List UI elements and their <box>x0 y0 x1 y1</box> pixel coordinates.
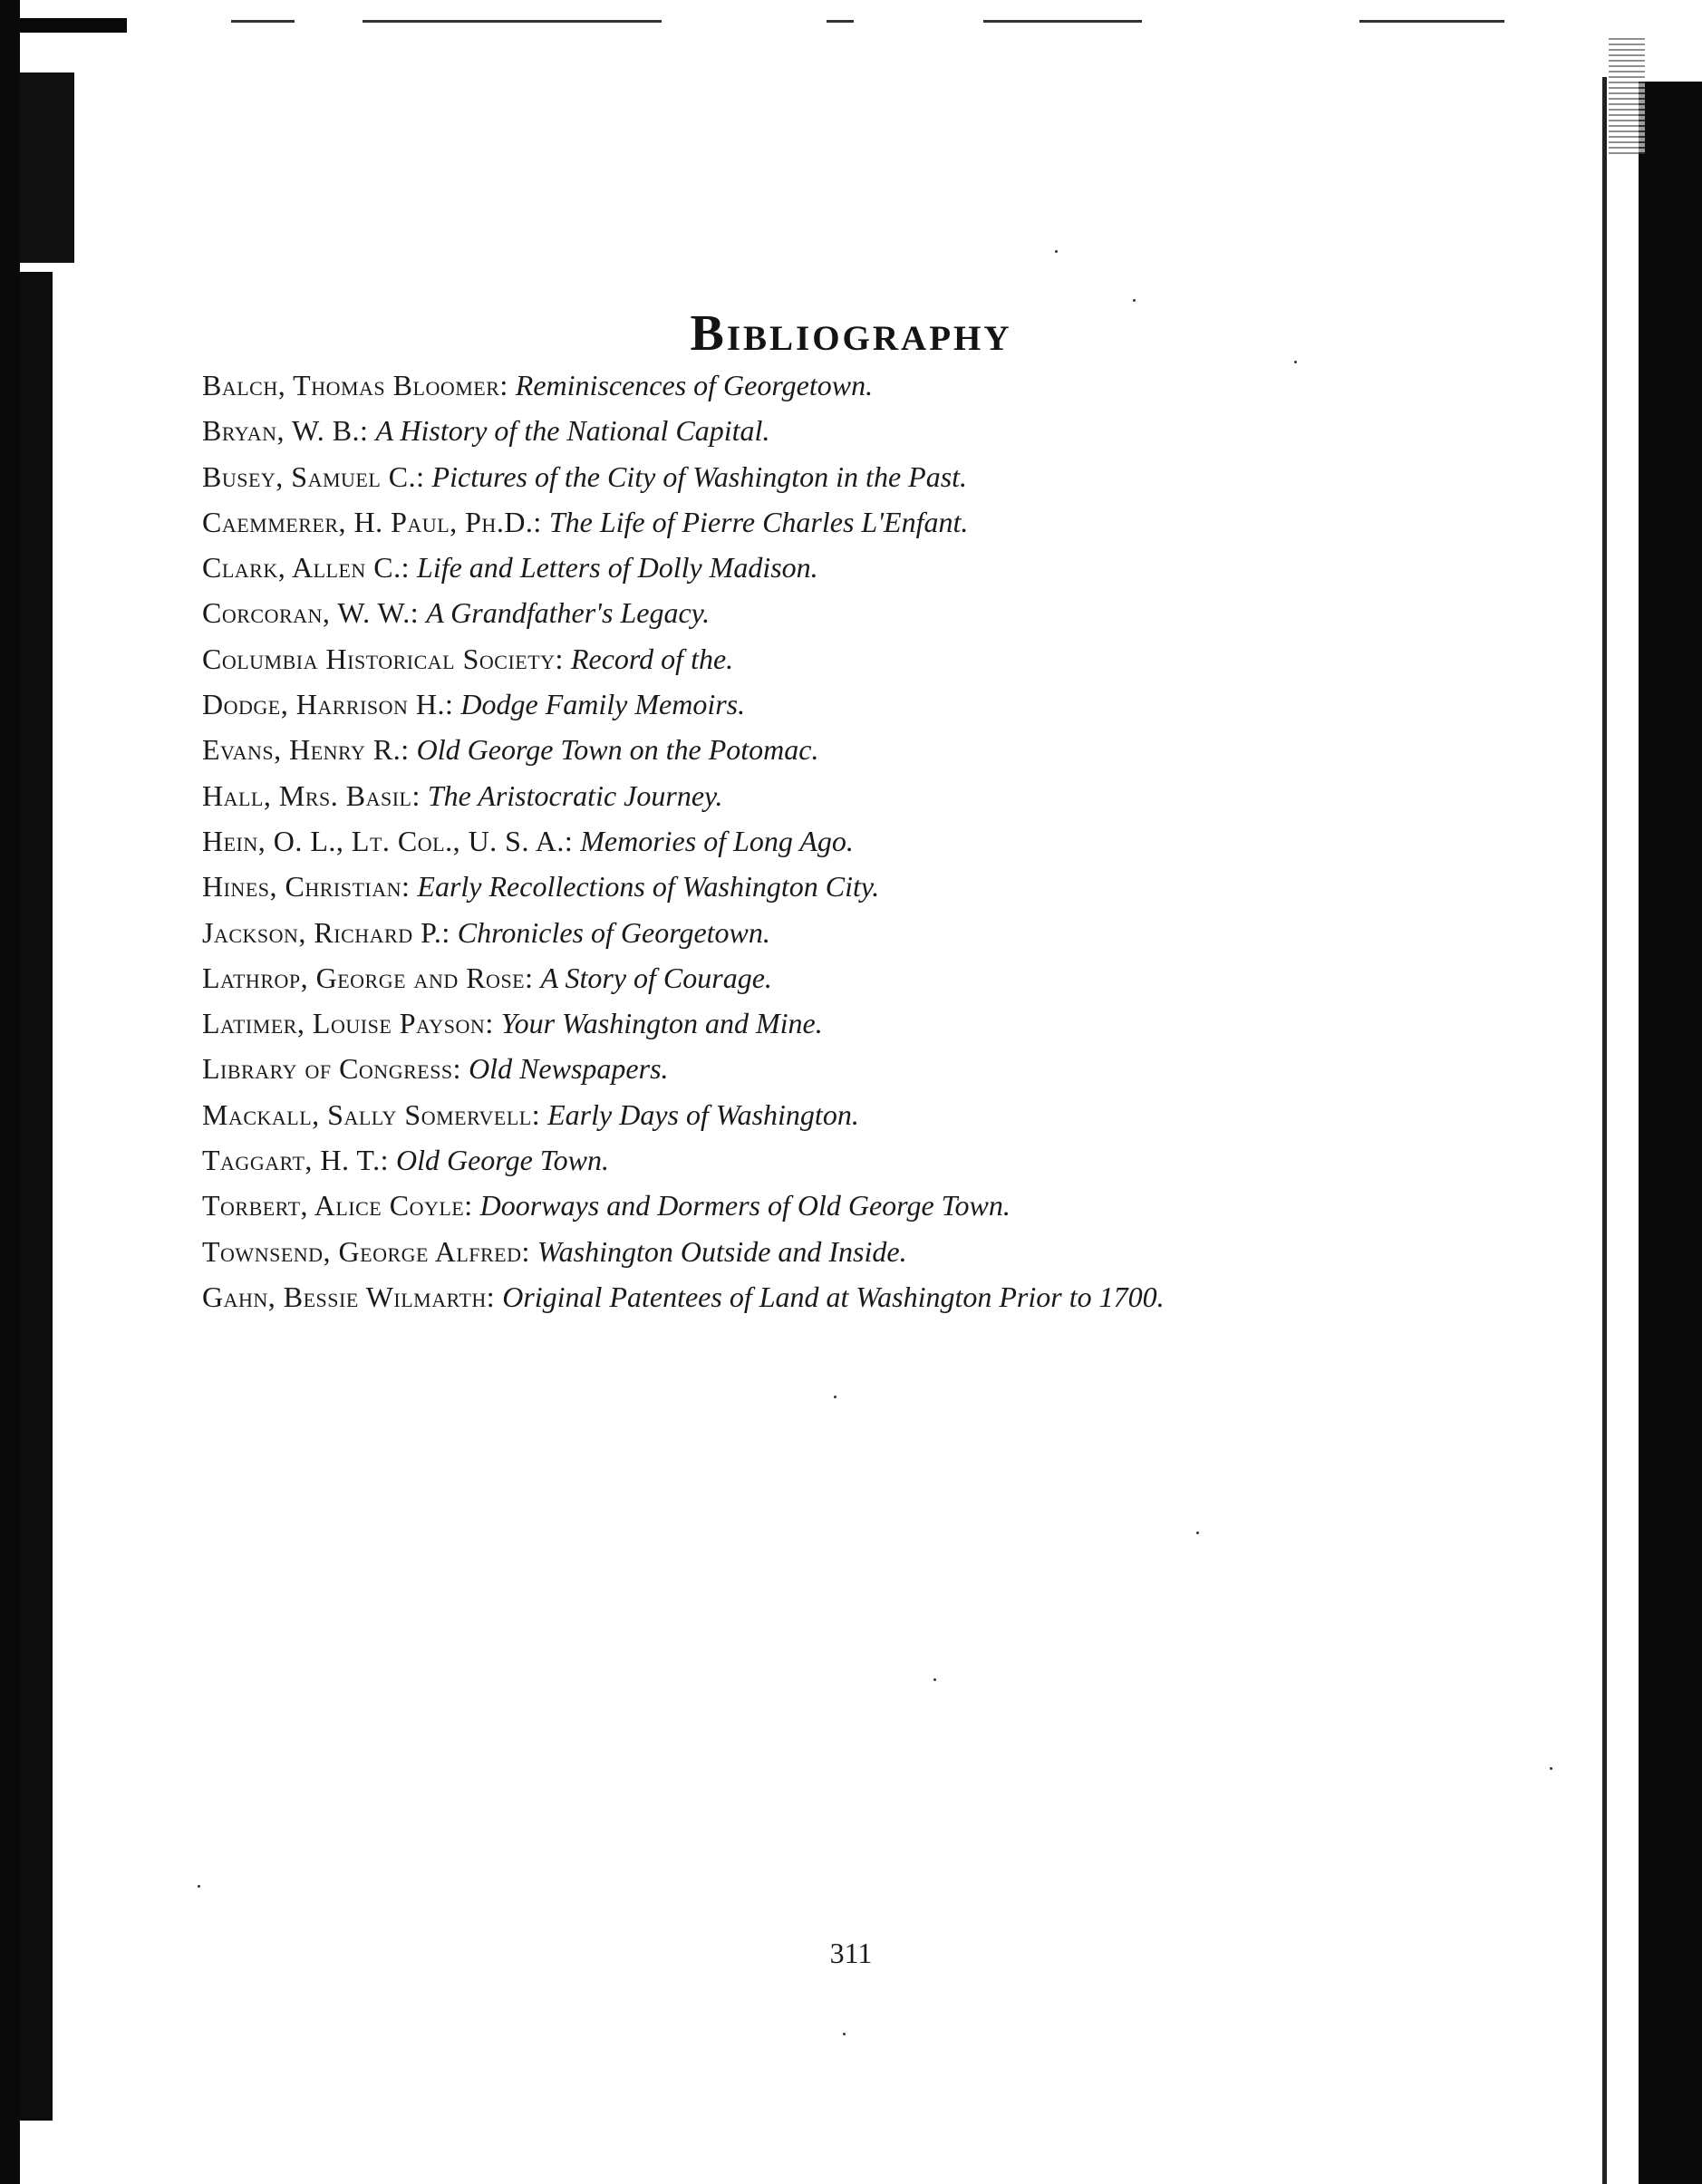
entry-author: Latimer, Louise Payson: <box>202 1007 494 1040</box>
entry-author: Balch, Thomas Bloomer: <box>202 369 508 401</box>
page-title: Bibliography <box>690 304 1012 362</box>
scan-rule <box>983 20 1142 23</box>
entry-author: Torbert, Alice Coyle: <box>202 1189 473 1222</box>
entry-work: Dodge Family Memoirs. <box>460 688 746 721</box>
entry-author: Mackall, Sally Somervell: <box>202 1097 541 1131</box>
entry-author: Hines, Christian: <box>202 870 411 904</box>
entry-author: Evans, Henry R.: <box>202 733 410 767</box>
entry-work: Life and Letters of Dolly Madison. <box>417 551 818 585</box>
bibliography-entry <box>202 1137 1507 1183</box>
entry-work: Old Newspapers. <box>469 1052 669 1086</box>
scan-speck <box>834 1396 836 1398</box>
entry-work: Old George Town. <box>395 1144 609 1177</box>
bibliography-entry <box>202 408 1507 453</box>
scan-noise-right <box>1609 36 1645 154</box>
scan-shadow-left-bump <box>20 72 74 263</box>
scan-speck <box>1133 299 1136 302</box>
entry-work: Chronicles of Georgetown. <box>457 915 770 949</box>
bibliography-entry <box>202 818 1507 864</box>
entry-work: A Grandfather's Legacy. <box>426 596 711 630</box>
bibliography-entry <box>202 1229 1507 1274</box>
entry-author: Taggart, H. T.: <box>202 1144 389 1177</box>
entry-author: Clark, Allen C.: <box>202 551 411 585</box>
bibliography-entry <box>202 1092 1507 1137</box>
bibliography-entry <box>202 499 1507 545</box>
entry-author: Columbia Historical Society: <box>202 642 564 675</box>
entry-author: Townsend, George Alfred: <box>202 1234 530 1268</box>
scan-speck <box>1055 250 1058 253</box>
entry-work: Doorways and Dormers of Old George Town. <box>479 1189 1011 1222</box>
entry-author: Corcoran, W. W.: <box>202 596 420 630</box>
entry-work: Early Recollections of Washington City. <box>417 870 880 904</box>
bibliography-entry <box>202 1274 1507 1319</box>
scan-rule <box>363 20 662 23</box>
entry-work: Old George Town on the Potomac. <box>416 733 819 767</box>
scan-shadow-right <box>1639 82 1702 2184</box>
bibliography-entry <box>202 454 1507 499</box>
scan-speck <box>1550 1767 1552 1770</box>
entry-author: Lathrop, George and Rose: <box>202 961 534 994</box>
scan-speck <box>198 1885 200 1888</box>
entry-author: Caemmerer, H. Paul, Ph.D.: <box>202 505 542 538</box>
bibliography-entry <box>202 727 1507 772</box>
bibliography-entry <box>202 1183 1507 1228</box>
entry-author: Bryan, W. B.: <box>202 414 369 448</box>
bibliography-entry <box>202 910 1507 955</box>
entry-work: Reminiscences of Georgetown. <box>515 369 874 401</box>
bibliography-entry <box>202 590 1507 635</box>
entry-author: Gahn, Bessie Wilmarth: <box>202 1280 496 1313</box>
scan-shadow-left-inner <box>20 272 53 2121</box>
entry-author: Dodge, Harrison H.: <box>202 688 454 721</box>
entry-work: Your Washington and Mine. <box>500 1007 823 1040</box>
entry-work: Washington Outside and Inside. <box>537 1234 907 1268</box>
entry-author: Library of Congress: <box>202 1052 462 1086</box>
scan-speck <box>933 1678 936 1681</box>
bibliography-entry <box>202 864 1507 909</box>
page-number: 311 <box>829 1937 873 1969</box>
bibliography-list <box>202 362 1507 1319</box>
entry-work: Early Days of Washington. <box>547 1097 859 1131</box>
bibliography-entry <box>202 1046 1507 1091</box>
bibliography-entry <box>202 773 1507 818</box>
entry-work: Record of the. <box>570 642 734 675</box>
bibliography-entry <box>202 681 1507 727</box>
entry-author: Jackson, Richard P.: <box>202 915 450 949</box>
scan-speck <box>843 2033 846 2035</box>
entry-work: The Life of Pierre Charles L'Enfant. <box>548 505 969 538</box>
entry-work: Memories of Long Ago. <box>580 824 854 857</box>
entry-work: The Aristocratic Journey. <box>427 778 723 812</box>
entry-work: A Story of Courage. <box>540 961 772 994</box>
bibliography-entry <box>202 545 1507 590</box>
scan-rule <box>827 20 854 23</box>
bibliography-entry <box>202 955 1507 1000</box>
entry-work: Pictures of the City of Washington in the Past. <box>431 459 968 493</box>
entry-author: Hall, Mrs. Basil: <box>202 778 421 812</box>
scan-rule <box>1359 20 1504 23</box>
entry-author: Busey, Samuel C.: <box>202 459 425 493</box>
entry-author: Hein, O. L., Lt. Col., U. S. A.: <box>202 824 574 857</box>
entry-work: Original Patentees of Land at Washington Prior to 1700. <box>502 1280 1165 1313</box>
scan-speck <box>1196 1532 1199 1534</box>
scan-edge-right-line <box>1602 77 1607 2184</box>
scan-rule <box>231 20 295 23</box>
bibliography-entry <box>202 636 1507 681</box>
bibliography-entry <box>202 362 1507 408</box>
scan-shadow-left-notch <box>0 18 127 33</box>
bibliography-entry <box>202 1000 1507 1046</box>
entry-work: A History of the National Capital. <box>375 414 770 448</box>
